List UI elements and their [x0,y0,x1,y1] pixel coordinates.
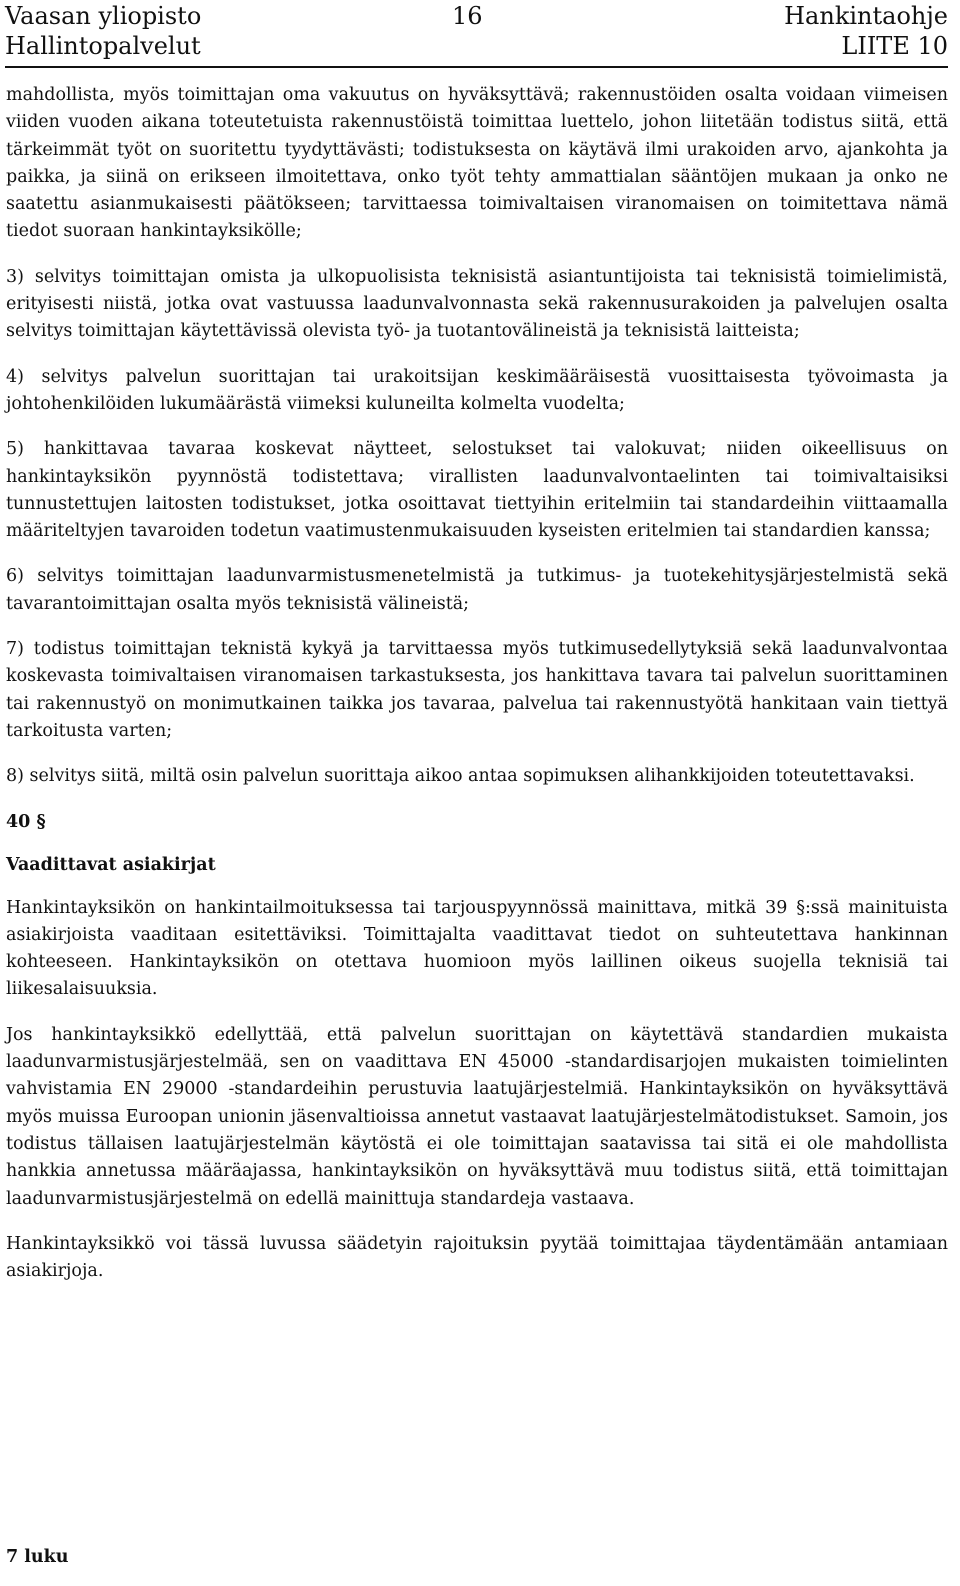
document-title: Hankintaohje [784,2,948,30]
page-number: 16 [452,2,483,30]
department-name: Hallintopalvelut [5,32,201,60]
section-title: Vaadittavat asiakirjat [6,854,216,875]
paragraph-requirements: Hankintayksikön on hankintailmoituksessa tai tarjouspyynnössä mainittava, mitkä 39 §:ssä mainituista asiakirjoista vaaditaan esitettäviksi. Toimittajalta vaadittavat tiedot on suhteutettava hankinnan kohteeseen. Hankintayksikön on otettava huomioon myös laillinen oikeus suojella teknisiä tai liikesalaisuuksia. [6,897,948,1000]
header-rule [5,66,948,68]
list-item-3: 3) selvitys toimittajan omista ja ulkopuolisista teknisistä asiantuntijoista tai teknisistä toimielimistä, erityisesti niistä, jotka ovat vastuussa laadunvalvonnasta sekä rakennusurakoiden ja palvelujen osalta selvitys toimittajan käytettävissä olevista työ- ja tuotantovälineistä ja teknisistä laitteista; [6,266,948,342]
header-row-top [5,1,948,33]
header-row-bottom [5,31,948,63]
paragraph-quality-assurance: Jos hankintayksikkö edellyttää, että palvelun suorittajan on käytettävä standardien mukaista laadunvarmistusjärjestelmää, sen on vaadittava EN 45000 -standardisarjojen mukaisten toimielinten vahvistamia EN 29000 -standardeihin perustuvia laatujärjestelmiä. Hankintayksikön on hyväksyttävä myös muissa Euroopan unionin jäsenvaltioissa annetut vastaavat laatujärjestelmätodistukset. Samoin, jos todistus tällaisen laatujärjestelmän käytöstä ei ole toimittajan saatavissa tai sitä ei ole mahdollista hankkia annetussa määräajassa, hankintayksikön on hyväksyttävä muu todistus siitä, että toimittajan laadunvarmistusjärjestelmä on edellä mainittuja standardeja vastaava. [6,1024,948,1209]
list-item-4: 4) selvitys palvelun suorittajan tai urakoitsijan keskimääräisestä vuosittaisesta työvoimasta ja johtohenkilöiden lukumäärästä viimeksi kuluneilta kolmelta vuodelta; [6,366,948,414]
list-item-5: 5) hankittavaa tavaraa koskevat näytteet, selostukset tai valokuvat; niiden oikeellisuus on hankintayksikön pyynnöstä todistettava; virallisten laadunvalvontaelinten tai toimivaltaisiksi tunnustettujen laitosten todistukset, jotka osoittavat tiettyihin eritelmiin tai standardeihin viittaamalla määriteltyjen tavaroiden todetun vaatimustenmukaisuuden kyseisten eritelmien tai standardien kanssa; [6,439,948,542]
paragraph-supplement: Hankintayksikkö voi tässä luvussa säädetyin rajoituksin pyytää toimittajaa täydentämään antamiaan asiakirjoja. [6,1233,948,1282]
page-header [5,0,948,64]
list-item-8: 8) selvitys siitä, miltä osin palvelun suorittaja aikoo antaa sopimuksen alihankkijoiden toteutettavaksi. [6,766,915,787]
list-item-7: 7) todistus toimittajan teknistä kykyä ja tarvittaessa myös tutkimusedellytyksiä sekä laadunvalvontaa koskevasta toimivaltaisen viranomaisen tarkastuksesta, jos hankittava tavara tai palvelun suorittaminen tai rakennustyö on monimutkainen taikka jos tavaraa, palvelua tai rakennustyötä hankitaan vain tiettyä tarkoitusta varten; [6,639,948,741]
appendix-label: LIITE 10 [841,32,948,60]
document-body [6,82,948,1303]
paragraph-continued: mahdollista, myös toimittajan oma vakuutus on hyväksyttävä; rakennustöiden osalta voidaan viimeisen viiden vuoden aikana toteutetuista rakennustöistä toimittaa luettelo, johon liitetään todistus siitä, että tärkeimmät työt on suoritettu tyydyttävästi; todistuksesta on käytävä ilmi urakoiden arvo, ajankohta ja paikka, ja siinä on erikseen ilmoitettava, onko työt tehty ammattialan sääntöjen mukaan ja onko ne saatettu asianmukaisesti päätökseen; tarvittaessa toimivaltaisen viranomaisen on toimitettava nämä tiedot suoraan hankintayksikölle; [6,85,948,242]
list-item-6: 6) selvitys toimittajan laadunvarmistusmenetelmistä ja tutkimus- ja tuotekehitysjärjestelmistä sekä tavarantoimittajan osalta myös teknisistä välineistä; [6,566,948,614]
chapter-heading: 7 luku [6,1547,69,1567]
section-number: 40 § [6,811,46,832]
university-name: Vaasan yliopisto [5,2,202,30]
